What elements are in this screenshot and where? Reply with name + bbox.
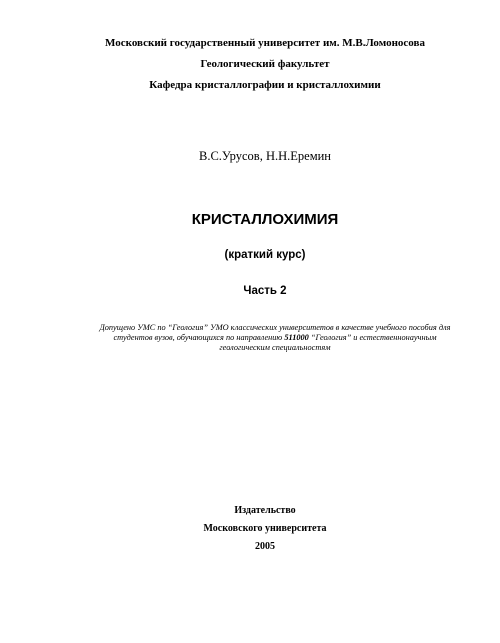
part-number: Часть 2	[243, 285, 287, 297]
faculty-name: Геологический факультет	[200, 58, 330, 70]
publication-year: 2005	[255, 541, 275, 552]
publisher-line-1: Издательство	[234, 505, 296, 516]
approval-code: 511000	[284, 333, 309, 342]
publisher-line-2: Московского университета	[203, 523, 327, 534]
approval-note	[92, 323, 458, 353]
book-title: КРИСТАЛЛОХИМИЯ	[191, 211, 339, 228]
approval-text-before: Допущено УМС по “Геология” УМО классических университетов в качестве учебного пособия для студентов вузов, обучающихся по направлению	[99, 323, 451, 342]
authors: В.С.Урусов, Н.Н.Еремин	[199, 149, 331, 163]
book-subtitle: (краткий курс)	[224, 249, 306, 261]
university-name: Московский государственный университет им. М.В.Ломоносова	[105, 37, 425, 49]
approval-text-after: “Геология” и естественнонаучным геологическим специальностям	[219, 333, 437, 352]
department-name: Кафедра кристаллографии и кристаллохимии	[149, 79, 381, 91]
